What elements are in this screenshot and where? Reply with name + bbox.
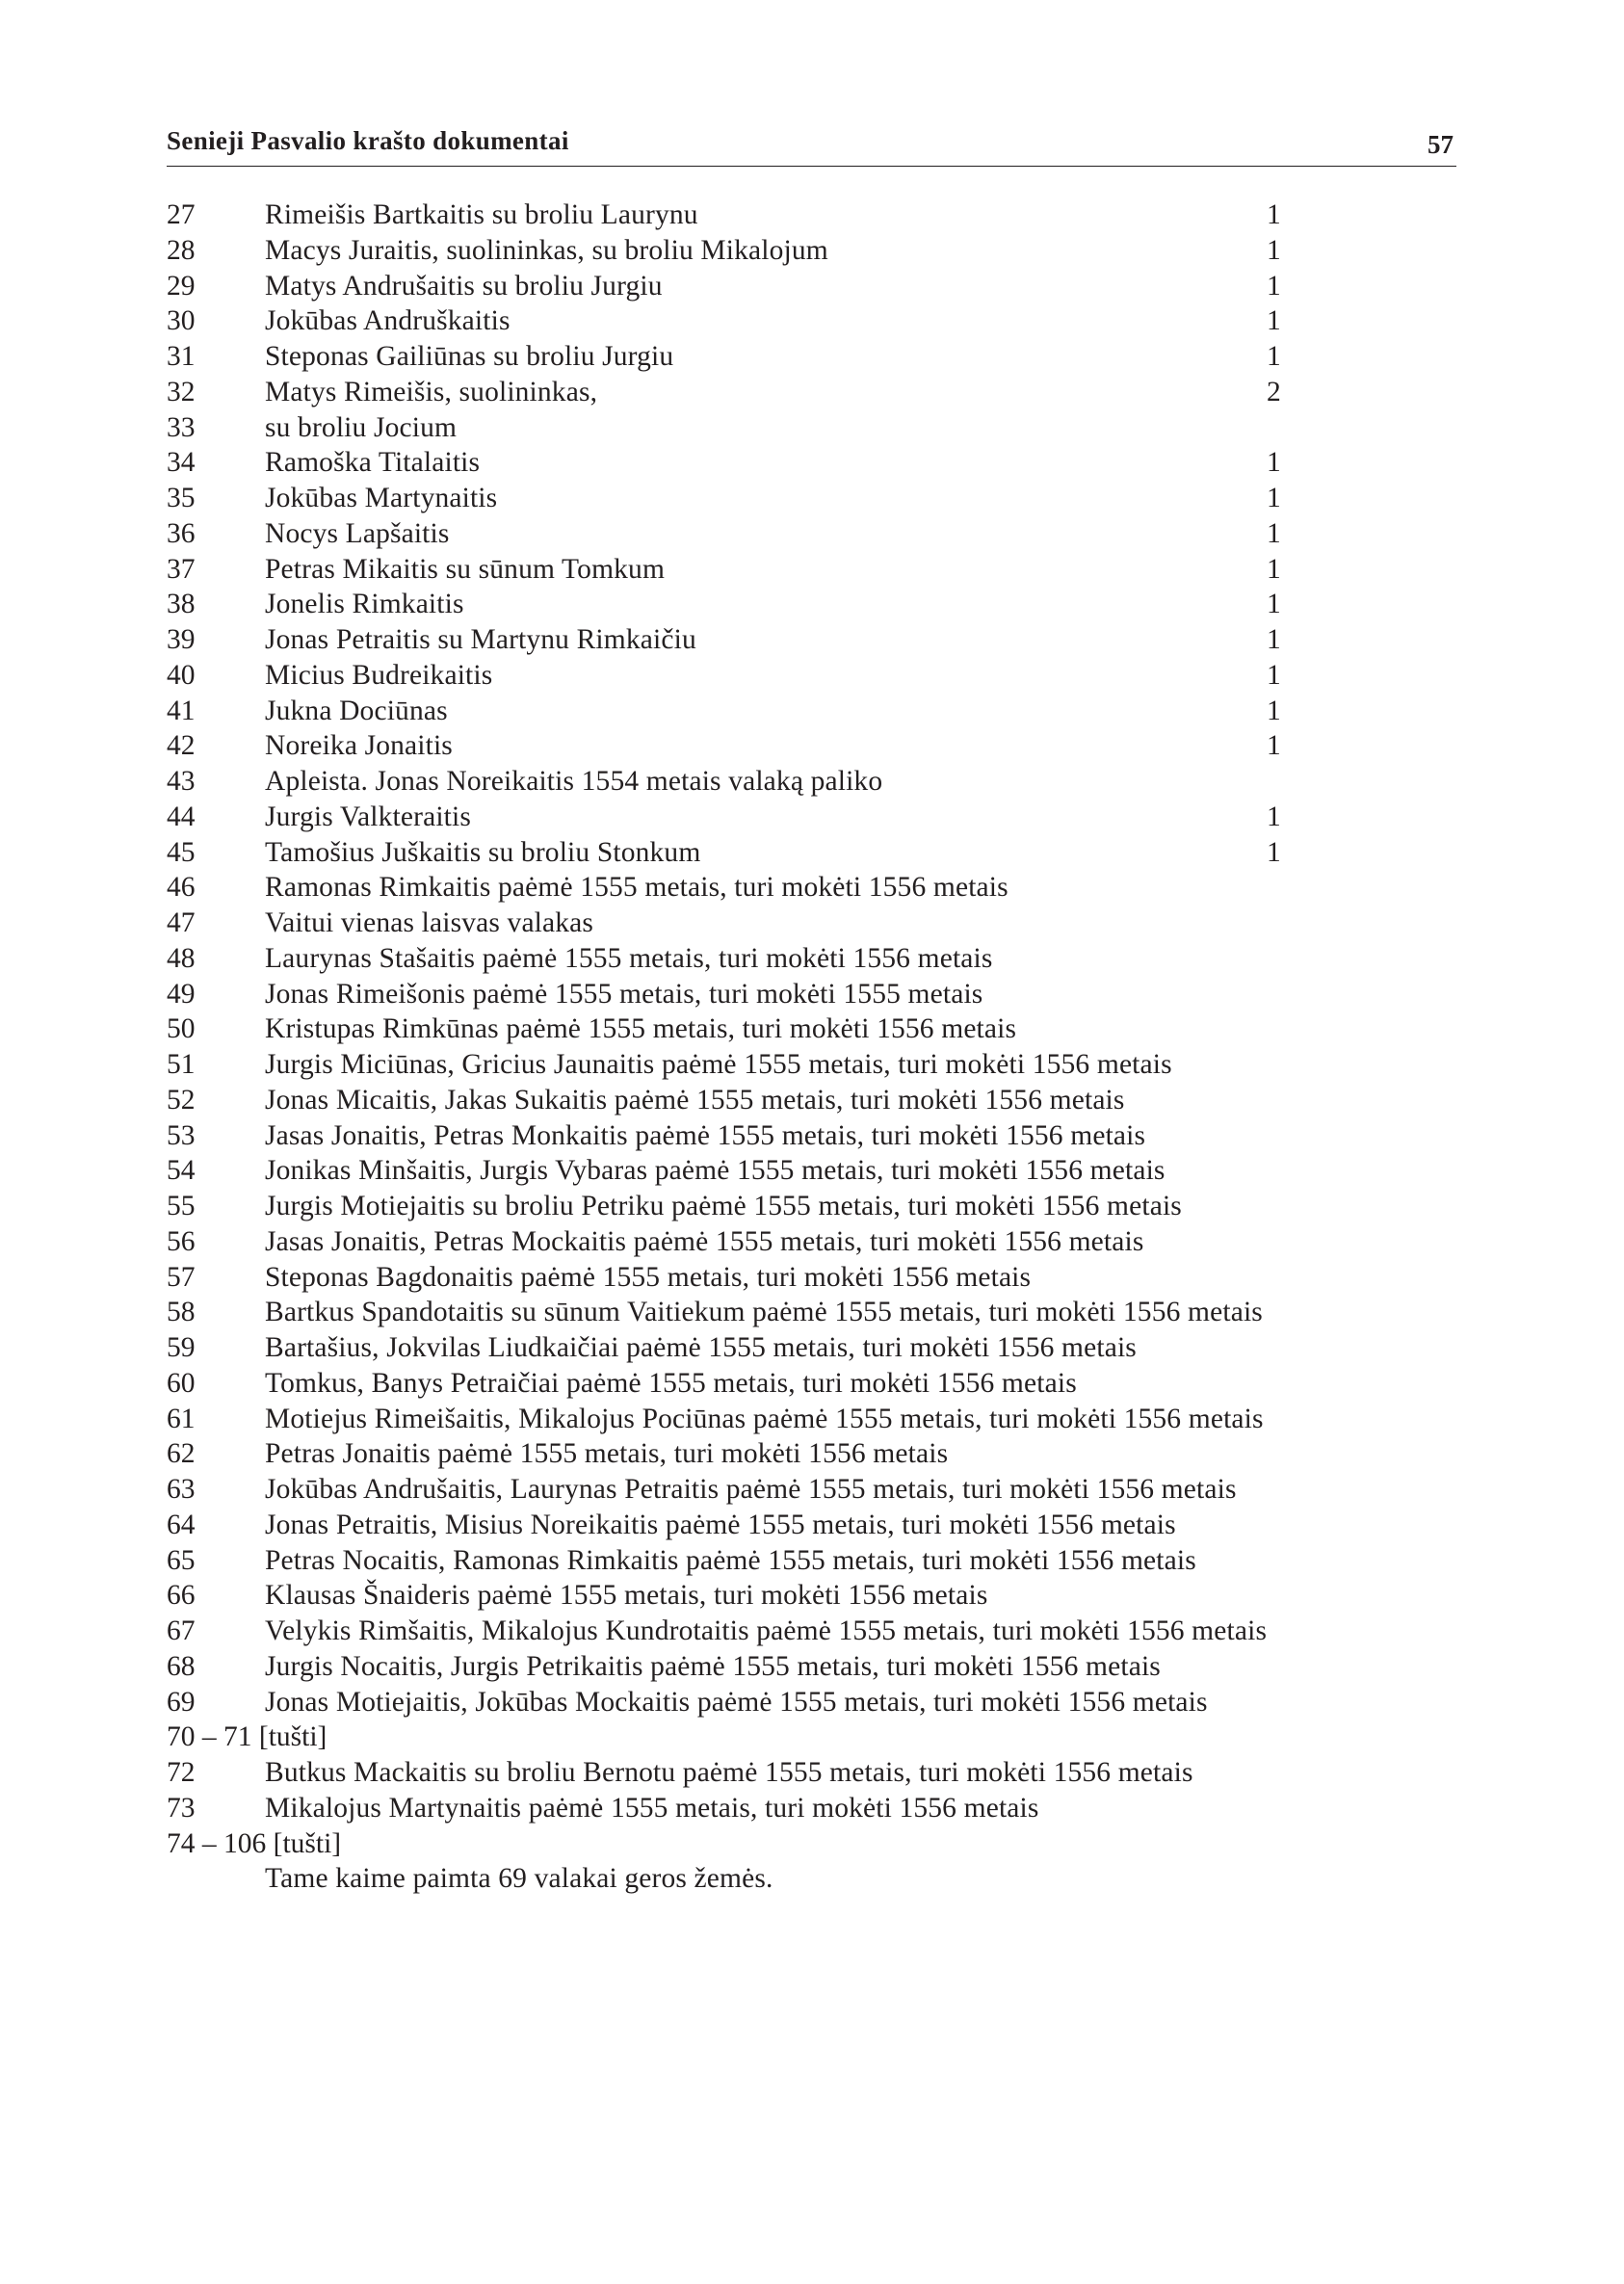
entry-row [167, 800, 1456, 835]
entry-value: 1 [1267, 270, 1281, 302]
entry-row [167, 1330, 1456, 1366]
entry-text: Matys Rimeišis, suolininkas, [265, 376, 598, 407]
entry-text: Rimeišis Bartkaitis su broliu Laurynu [265, 199, 698, 230]
summary-row [167, 1861, 1456, 1897]
entry-number: 49 [167, 978, 196, 1010]
entry-text: Tamošius Juškaitis su broliu Stonkum [265, 836, 701, 868]
entry-row [167, 445, 1456, 481]
entry-value: 1 [1267, 199, 1281, 230]
entry-value: 1 [1267, 624, 1281, 655]
entry-row [167, 1224, 1456, 1260]
entry-number: 56 [167, 1225, 196, 1257]
entry-number: 62 [167, 1438, 196, 1470]
entry-text: Jonas Rimeišonis paėmė 1555 metais, turi mokėti 1555 metais [265, 978, 983, 1010]
entry-value: 1 [1267, 305, 1281, 337]
entry-number: 73 [167, 1792, 196, 1824]
entry-number: 47 [167, 907, 196, 938]
entry-text: Jasas Jonaitis, Petras Monkaitis paėmė 1555 metais, turi mokėti 1556 metais [265, 1119, 1146, 1151]
entry-number: 60 [167, 1367, 196, 1399]
entry-value: 1 [1267, 553, 1281, 585]
entry-text: Velykis Rimšaitis, Mikalojus Kundrotaitis paėmė 1555 metais, turi mokėti 1556 metais [265, 1615, 1268, 1646]
entry-number: 59 [167, 1332, 196, 1363]
entry-text: Jurgis Motiejaitis su broliu Petriku paėmė 1555 metais, turi mokėti 1556 metais [265, 1191, 1182, 1221]
entry-row [167, 303, 1456, 339]
entry-number: 43 [167, 766, 196, 797]
entry-number: 52 [167, 1084, 196, 1116]
entry-text: Jurgis Nocaitis, Jurgis Petrikaitis paėmė 1555 metais, turi mokėti 1556 metais [265, 1650, 1161, 1682]
entry-row [167, 1436, 1456, 1472]
entry-value: 1 [1267, 341, 1281, 372]
entry-text: Laurynas Stašaitis paėmė 1555 metais, turi mokėti 1556 metais [265, 942, 993, 974]
summary-text: Tame kaime paimta 69 valakai geros žemės. [265, 1863, 773, 1895]
entry-text: Jonelis Rimkaitis [265, 589, 464, 620]
entry-number: 55 [167, 1191, 196, 1221]
entry-number: 32 [167, 376, 196, 407]
entry-text: Jonas Petraitis, Misius Noreikaitis paėmė 1555 metais, turi mokėti 1556 metais [265, 1509, 1176, 1540]
entry-range-label: 74 – 106 [tušti] [167, 1827, 342, 1859]
entry-number: 54 [167, 1155, 196, 1187]
entry-number: 46 [167, 872, 196, 904]
entry-text: Petras Mikaitis su sūnum Tomkum [265, 553, 666, 585]
entry-text: Jonikas Minšaitis, Jurgis Vybaras paėmė 1555 metais, turi mokėti 1556 metais [265, 1155, 1166, 1187]
entry-row [167, 1614, 1456, 1649]
entry-number: 29 [167, 270, 196, 302]
entry-value: 1 [1267, 517, 1281, 549]
entry-number: 68 [167, 1650, 196, 1682]
entry-row [167, 1011, 1456, 1047]
entry-range-row [167, 1826, 1456, 1862]
entry-text: Jurgis Miciūnas, Gricius Jaunaitis paėmė 1555 metais, turi mokėti 1556 metais [265, 1049, 1172, 1080]
entry-number: 72 [167, 1757, 196, 1788]
entry-row [167, 1791, 1456, 1826]
entry-value: 1 [1267, 836, 1281, 868]
entry-row [167, 835, 1456, 871]
entry-text: Kristupas Rimkūnas paėmė 1555 metais, turi mokėti 1556 metais [265, 1013, 1017, 1045]
entry-text: Ramoška Titalaitis [265, 447, 481, 479]
entry-row [167, 587, 1456, 622]
entry-number: 42 [167, 730, 196, 762]
entry-number: 67 [167, 1615, 196, 1646]
entry-row [167, 1685, 1456, 1720]
entry-row [167, 1366, 1456, 1402]
entry-row [167, 694, 1456, 729]
entry-text: Jonas Petraitis su Martynu Rimkaičiu [265, 624, 696, 655]
entry-text: Jokūbas Andruškaitis [265, 305, 511, 337]
entry-text: Nocys Lapšaitis [265, 517, 450, 549]
entry-row [167, 622, 1456, 658]
entry-number: 28 [167, 234, 196, 266]
entry-text: Jokūbas Andrušaitis, Laurynas Petraitis paėmė 1555 metais, turi mokėti 1556 metais [265, 1474, 1237, 1505]
entry-row [167, 1260, 1456, 1296]
entry-row [167, 1472, 1456, 1508]
entry-row [167, 764, 1456, 800]
running-header-title: Senieji Pasvalio krašto dokumentai [167, 126, 569, 155]
entry-row [167, 1755, 1456, 1791]
entry-row [167, 197, 1456, 233]
entry-number: 53 [167, 1119, 196, 1151]
entry-value: 1 [1267, 234, 1281, 266]
entry-number: 30 [167, 305, 196, 337]
entry-row [167, 552, 1456, 588]
entry-number: 37 [167, 553, 196, 585]
entry-number: 58 [167, 1297, 196, 1328]
entry-text: Steponas Gailiūnas su broliu Jurgiu [265, 341, 674, 372]
entry-text: Jokūbas Martynaitis [265, 483, 498, 513]
entry-text: Petras Jonaitis paėmė 1555 metais, turi mokėti 1556 metais [265, 1438, 949, 1470]
entry-row [167, 1508, 1456, 1543]
entry-number: 48 [167, 942, 196, 974]
entry-text: Ramonas Rimkaitis paėmė 1555 metais, turi mokėti 1556 metais [265, 872, 1008, 904]
entry-row [167, 728, 1456, 764]
entry-text: Motiejus Rimeišaitis, Mikalojus Pociūnas paėmė 1555 metais, turi mokėti 1556 metais [265, 1403, 1264, 1434]
entry-row [167, 1295, 1456, 1330]
entry-row [167, 977, 1456, 1012]
entry-row [167, 375, 1456, 410]
entry-text: Matys Andrušaitis su broliu Jurgiu [265, 270, 663, 302]
entry-number: 65 [167, 1544, 196, 1576]
entry-number: 64 [167, 1509, 196, 1540]
entry-row [167, 941, 1456, 977]
entry-number: 31 [167, 341, 196, 372]
entry-number: 39 [167, 624, 196, 655]
entry-list [167, 197, 1456, 1897]
entry-row [167, 481, 1456, 516]
entry-row [167, 1047, 1456, 1083]
entry-row [167, 339, 1456, 375]
entry-text: Jurgis Valkteraitis [265, 801, 471, 832]
entry-row [167, 269, 1456, 304]
entry-number: 27 [167, 199, 196, 230]
entry-row [167, 1083, 1456, 1118]
entry-text: Apleista. Jonas Noreikaitis 1554 metais valaką paliko [265, 766, 883, 797]
entry-row [167, 1649, 1456, 1685]
entry-value: 1 [1267, 730, 1281, 762]
entry-row [167, 410, 1456, 446]
entry-number: 38 [167, 589, 196, 620]
entry-number: 33 [167, 411, 196, 443]
entry-number: 44 [167, 801, 196, 832]
entry-range-label: 70 – 71 [tušti] [167, 1721, 327, 1753]
entry-number: 51 [167, 1049, 196, 1080]
entry-value: 1 [1267, 447, 1281, 479]
entry-text: Tomkus, Banys Petraičiai paėmė 1555 metais, turi mokėti 1556 metais [265, 1367, 1077, 1399]
entry-number: 63 [167, 1474, 196, 1505]
entry-number: 45 [167, 836, 196, 868]
entry-text: Butkus Mackaitis su broliu Bernotu paėmė 1555 metais, turi mokėti 1556 metais [265, 1757, 1193, 1788]
entry-number: 40 [167, 659, 196, 691]
entry-text: Micius Budreikaitis [265, 659, 493, 691]
entry-row [167, 233, 1456, 269]
entry-text: Jonas Micaitis, Jakas Sukaitis paėmė 1555 metais, turi mokėti 1556 metais [265, 1084, 1125, 1116]
entry-number: 41 [167, 695, 196, 726]
entry-value: 2 [1267, 376, 1281, 407]
entry-value: 1 [1267, 801, 1281, 832]
entry-row [167, 658, 1456, 694]
entry-text: Mikalojus Martynaitis paėmė 1555 metais, turi mokėti 1556 metais [265, 1792, 1039, 1824]
entry-text: Petras Nocaitis, Ramonas Rimkaitis paėmė 1555 metais, turi mokėti 1556 metais [265, 1544, 1196, 1576]
entry-text: Noreika Jonaitis [265, 730, 453, 762]
entry-text: Steponas Bagdonaitis paėmė 1555 metais, turi mokėti 1556 metais [265, 1261, 1032, 1293]
entry-text: Macys Juraitis, suolininkas, su broliu Mikalojum [265, 234, 828, 266]
header-rule [167, 166, 1456, 167]
entry-value: 1 [1267, 483, 1281, 513]
entry-range-row [167, 1720, 1456, 1755]
entry-number: 50 [167, 1013, 196, 1045]
entry-text: Jukna Dociūnas [265, 695, 448, 726]
entry-row [167, 1118, 1456, 1154]
entry-number: 61 [167, 1403, 196, 1434]
entry-text: Klausas Šnaideris paėmė 1555 metais, turi mokėti 1556 metais [265, 1580, 988, 1612]
entry-value: 1 [1267, 695, 1281, 726]
entry-value: 1 [1267, 659, 1281, 691]
entry-row [167, 870, 1456, 906]
entry-text: su broliu Jocium [265, 411, 458, 443]
entry-row [167, 1189, 1456, 1224]
entry-text: Jonas Motiejaitis, Jokūbas Mockaitis paėmė 1555 metais, turi mokėti 1556 metais [265, 1686, 1208, 1718]
entry-number: 57 [167, 1261, 196, 1293]
entry-row [167, 516, 1456, 552]
entry-row [167, 1543, 1456, 1579]
entry-text: Jasas Jonaitis, Petras Mockaitis paėmė 1555 metais, turi mokėti 1556 metais [265, 1225, 1144, 1257]
entry-row [167, 906, 1456, 941]
entry-number: 69 [167, 1686, 196, 1718]
running-header [167, 121, 1456, 160]
entry-number: 66 [167, 1580, 196, 1612]
entry-row [167, 1153, 1456, 1189]
entry-text: Bartašius, Jokvilas Liudkaičiai paėmė 1555 metais, turi mokėti 1556 metais [265, 1332, 1137, 1363]
entry-row [167, 1402, 1456, 1437]
entry-value: 1 [1267, 589, 1281, 620]
entry-row [167, 1578, 1456, 1614]
entry-number: 35 [167, 483, 196, 513]
entry-number: 34 [167, 447, 196, 479]
page-number: 57 [1428, 130, 1454, 159]
entry-number: 36 [167, 517, 196, 549]
entry-text: Bartkus Spandotaitis su sūnum Vaitiekum paėmė 1555 metais, turi mokėti 1556 metais [265, 1297, 1263, 1328]
entry-text: Vaitui vienas laisvas valakas [265, 907, 594, 938]
